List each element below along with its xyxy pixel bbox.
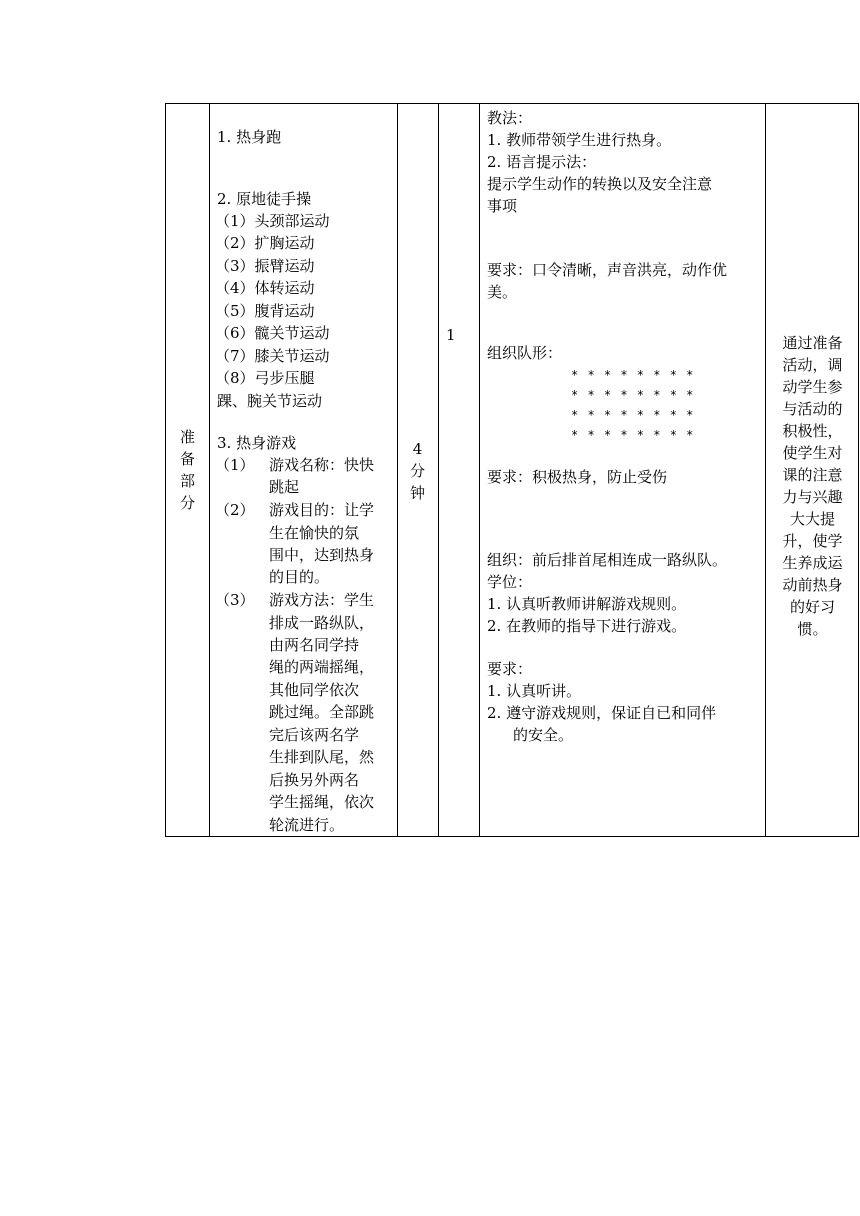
lesson-table [165, 103, 859, 837]
game-line: 后换另外两名 [269, 771, 360, 789]
game-line: 学生摇绳，依次 [269, 793, 375, 811]
game-line: 其他同学依次 [269, 681, 360, 699]
purpose-line: 与活动的 [782, 400, 843, 418]
game-line: 生排到队尾，然 [269, 748, 375, 766]
content-item-3: 3. 热身游戏 [217, 434, 297, 452]
method-line: 组织：前后排首尾相连成一路纵队。 [487, 551, 728, 569]
purpose-line: 大大提 [789, 510, 835, 528]
section-char: 备 [179, 450, 195, 468]
method-line: 1. 认真听教师讲解游戏规则。 [487, 595, 687, 613]
time-char: 钟 [409, 484, 425, 502]
times-cell [438, 104, 479, 836]
method-line: 学位： [487, 573, 533, 591]
time-char: 分 [409, 462, 425, 480]
section-cell [166, 104, 209, 836]
time-char: 4 [412, 440, 423, 458]
exercise-item: （6）髋关节运动 [215, 324, 330, 342]
purpose-line: 动学生参 [782, 378, 843, 396]
purpose-line: 的好习 [789, 598, 835, 616]
game-line: 围中，达到热身 [269, 546, 375, 564]
method-line: 1. 认真听讲。 [487, 682, 582, 700]
method-line: 的安全。 [513, 726, 574, 744]
method-line: 事项 [487, 197, 518, 215]
method-line: 组织队形： [487, 344, 563, 362]
exercise-item: （1）头颈部运动 [215, 212, 330, 230]
game-line: 跳起 [269, 478, 300, 496]
times-value: 1 [446, 326, 456, 344]
formation-row: * * * * * * * * [571, 368, 695, 382]
purpose-line: 惯。 [797, 620, 828, 638]
method-line: 2. 遵守游戏规则，保证自已和同伴 [487, 704, 717, 722]
game-line: 跳过绳。全部跳 [269, 703, 375, 721]
exercise-item: （7）膝关节运动 [215, 347, 330, 365]
content-item-2: 2. 原地徒手操 [217, 190, 312, 208]
method-line: 提示学生动作的转换以及安全注意 [487, 175, 713, 193]
game-line: 生在愉快的氛 [269, 524, 360, 542]
purpose-cell [765, 104, 860, 836]
game-number: （2） [215, 501, 255, 519]
purpose-line: 使学生对 [782, 444, 843, 462]
method-cell [479, 104, 765, 836]
exercise-item: （8）弓步压腿 [215, 369, 315, 387]
game-line: 的目的。 [269, 568, 330, 586]
exercise-item: （2）扩胸运动 [215, 234, 315, 252]
game-number: （1） [215, 456, 255, 474]
section-char: 准 [179, 428, 195, 446]
formation-row: * * * * * * * * [571, 428, 695, 442]
method-line: 要求：积极热身，防止受伤 [487, 468, 668, 486]
method-line: 2. 语言提示法： [487, 153, 597, 171]
method-line: 要求：口令清晰，声音洪亮，动作优 [487, 261, 728, 279]
section-char: 部 [179, 472, 195, 490]
exercise-item: （5）腹背运动 [215, 302, 315, 320]
game-line: 排成一路纵队， [269, 614, 375, 632]
game-line: 游戏目的：让学 [269, 501, 375, 519]
game-line: 完后该两名学 [269, 726, 360, 744]
purpose-line: 通过准备 [782, 334, 843, 352]
content-cell [209, 104, 397, 836]
content-item-1: 1. 热身跑 [217, 128, 282, 146]
exercise-item: （3）振臂运动 [215, 257, 315, 275]
method-line: 教法： [487, 109, 533, 127]
purpose-line: 课的注意 [782, 466, 843, 484]
method-line: 美。 [487, 283, 518, 301]
game-line: 游戏名称：快快 [269, 456, 375, 474]
section-char: 分 [179, 494, 195, 512]
purpose-line: 升，使学 [782, 532, 843, 550]
time-cell [397, 104, 438, 836]
purpose-line: 积极性， [782, 422, 843, 440]
game-line: 由两名同学持 [269, 636, 360, 654]
purpose-line: 动前热身 [782, 576, 843, 594]
method-line: 1. 教师带领学生进行热身。 [487, 131, 672, 149]
game-line: 绳的两端摇绳， [269, 658, 375, 676]
formation-row: * * * * * * * * [571, 408, 695, 422]
exercise-item: （4）体转运动 [215, 279, 315, 297]
purpose-line: 活动，调 [782, 356, 843, 374]
game-line: 游戏方法：学生 [269, 591, 375, 609]
method-line: 要求： [487, 660, 533, 678]
method-line: 2. 在教师的指导下进行游戏。 [487, 617, 687, 635]
purpose-line: 力与兴趣 [782, 488, 843, 506]
game-line: 轮流进行。 [269, 816, 345, 834]
game-number: （3） [215, 591, 255, 609]
purpose-line: 生养成运 [782, 554, 843, 572]
exercise-extra: 踝、腕关节运动 [217, 392, 323, 410]
formation-row: * * * * * * * * [571, 388, 695, 402]
